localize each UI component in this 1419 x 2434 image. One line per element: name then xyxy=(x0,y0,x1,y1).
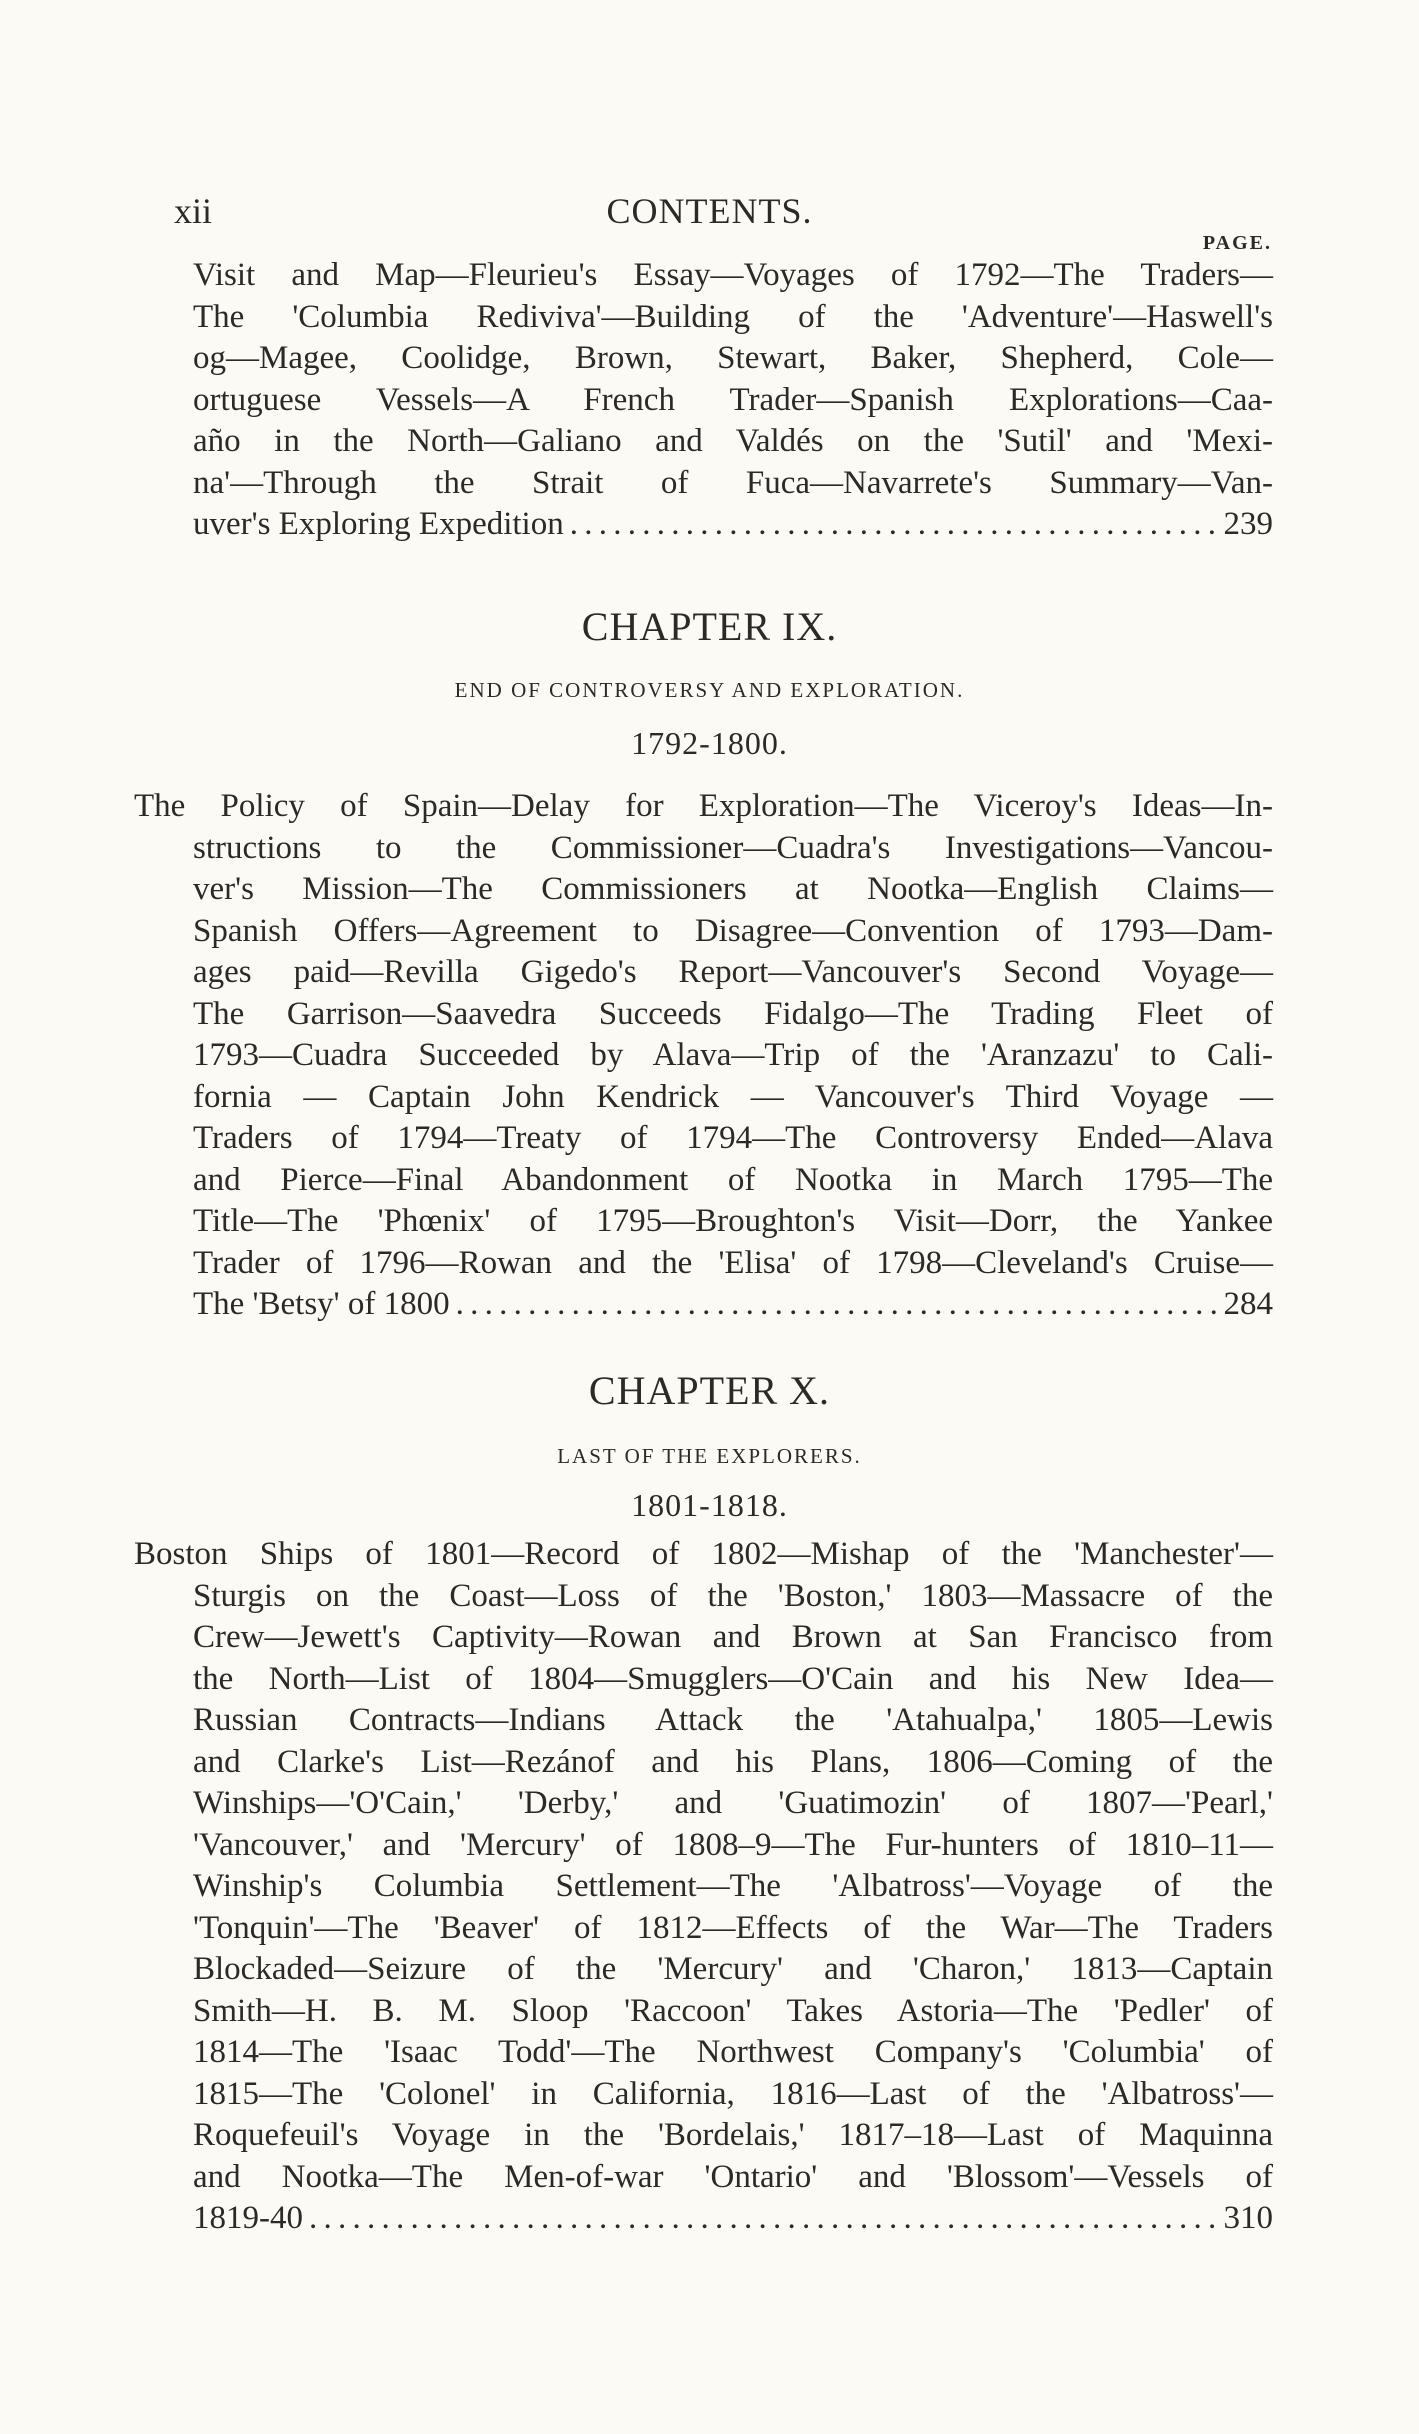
chapter-x-subtitle: LAST OF THE EXPLORERS. xyxy=(557,1444,862,1468)
summary-line: The Policy of Spain—Delay for Exploration—The Viceroy's Ideas—In- xyxy=(134,788,1273,824)
summary-line: and Clarke's List—Rezánof and his Plans, 1806—Coming of the xyxy=(193,1743,1273,1780)
summary-line: 1814—The 'Isaac Todd'—The Northwest Company's 'Columbia' of xyxy=(193,2034,1273,2070)
summary-line: Sturgis on the Coast—Loss of the 'Boston,' 1803—Massacre of the xyxy=(193,1577,1273,1614)
summary-line: The Garrison—Saavedra Succeeds Fidalgo—The Trading Fleet of xyxy=(193,995,1273,1032)
summary-last-line xyxy=(193,2198,1273,2240)
summary-line: na'—Through the Strait of Fuca—Navarrete's Summary—Van- xyxy=(193,464,1273,501)
summary-line: fornia — Captain John Kendrick — Vancouver's Third Voyage — xyxy=(193,1078,1273,1115)
page-reference: 310 xyxy=(1223,2200,1273,2236)
summary-line: ortuguese Vessels—A French Trader—Spanish Explorations—Caa- xyxy=(193,381,1273,418)
summary-line: Smith—H. B. M. Sloop 'Raccoon' Takes Astoria—The 'Pedler' of xyxy=(193,1992,1273,2029)
summary-line: 1793—Cuadra Succeeded by Alava—Trip of the 'Aranzazu' to Cali- xyxy=(193,1037,1273,1073)
summary-line: Visit and Map—Fleurieu's Essay—Voyages of 1792—The Traders— xyxy=(193,257,1273,293)
summary-line: Blockaded—Seizure of the 'Mercury' and 'Charon,' 1813—Captain xyxy=(193,1951,1273,1987)
summary-line: Russian Contracts—Indians Attack the 'Atahualpa,' 1805—Lewis xyxy=(193,1702,1273,1738)
summary-line: og—Magee, Coolidge, Brown, Stewart, Baker, Shepherd, Cole— xyxy=(193,340,1273,376)
summary-line: 1819-40 xyxy=(193,2200,303,2236)
summary-line: and Nootka—The Men-of-war 'Ontario' and 'Blossom'—Vessels of xyxy=(193,2158,1273,2195)
chapter-ix-years: 1792-1800. xyxy=(631,725,788,761)
dot-leader xyxy=(564,504,1224,546)
chapter-viii-summary xyxy=(193,255,1273,546)
summary-line: Trader of 1796—Rowan and the 'Elisa' of 1798—Cleveland's Cruise— xyxy=(193,1244,1273,1281)
summary-line: Winships—'O'Cain,' 'Derby,' and 'Guatimozin' of 1807—'Pearl,' xyxy=(193,1785,1273,1821)
page-reference: 239 xyxy=(1223,506,1273,542)
chapter-ix-heading: CHAPTER IX. xyxy=(581,604,838,649)
page-reference: 284 xyxy=(1223,1286,1273,1322)
chapter-ix-subtitle: END OF CONTROVERSY AND EXPLORATION. xyxy=(454,678,965,702)
summary-line: ver's Mission—The Commissioners at Nootka—English Claims— xyxy=(193,871,1273,907)
summary-line: Roquefeuil's Voyage in the 'Bordelais,' 1817–18—Last of Maquinna xyxy=(193,2117,1273,2153)
summary-line: 1815—The 'Colonel' in California, 1816—Last of the 'Albatross'— xyxy=(193,2075,1273,2112)
summary-line: 'Vancouver,' and 'Mercury' of 1808–9—The Fur-hunters of 1810–11— xyxy=(193,1826,1273,1863)
summary-line: the North—List of 1804—Smugglers—O'Cain and his New Idea— xyxy=(193,1660,1273,1697)
summary-line: ages paid—Revilla Gigedo's Report—Vancouver's Second Voyage— xyxy=(193,954,1273,990)
summary-line: Traders of 1794—Treaty of 1794—The Controversy Ended—Alava xyxy=(193,1120,1273,1156)
page-column-label: PAGE. xyxy=(1202,232,1272,254)
dot-leader xyxy=(303,2198,1224,2240)
summary-line: Boston Ships of 1801—Record of 1802—Mishap of the 'Manchester'— xyxy=(134,1536,1273,1572)
summary-line: structions to the Commissioner—Cuadra's Investigations—Vancou- xyxy=(193,829,1273,866)
chapter-x-heading: CHAPTER X. xyxy=(588,1368,831,1413)
chapter-ix-summary xyxy=(134,786,1273,1326)
summary-line: The 'Columbia Rediviva'—Building of the 'Adventure'—Haswell's xyxy=(193,298,1273,335)
header-page-number: xii xyxy=(174,191,213,231)
summary-line: The 'Betsy' of 1800 xyxy=(193,1286,450,1322)
summary-line: and Pierce—Final Abandonment of Nootka in March 1795—The xyxy=(193,1161,1273,1198)
summary-line: Crew—Jewett's Captivity—Rowan and Brown at San Francisco from xyxy=(193,1619,1273,1655)
summary-line: Title—The 'Phœnix' of 1795—Broughton's Visit—Dorr, the Yankee xyxy=(193,1203,1273,1239)
summary-last-line xyxy=(193,504,1273,546)
summary-line: año in the North—Galiano and Valdés on the 'Sutil' and 'Mexi- xyxy=(193,423,1273,459)
chapter-x-summary xyxy=(134,1534,1273,2240)
summary-last-line xyxy=(193,1284,1273,1326)
summary-line: Winship's Columbia Settlement—The 'Albatross'—Voyage of the xyxy=(193,1868,1273,1904)
chapter-x-years: 1801-1818. xyxy=(631,1487,788,1523)
dot-leader xyxy=(450,1284,1224,1326)
summary-line: 'Tonquin'—The 'Beaver' of 1812—Effects of the War—The Traders xyxy=(193,1909,1273,1946)
summary-line: uver's Exploring Expedition xyxy=(193,506,564,542)
page-title: CONTENTS. xyxy=(606,191,813,231)
summary-line: Spanish Offers—Agreement to Disagree—Convention of 1793—Dam- xyxy=(193,912,1273,949)
